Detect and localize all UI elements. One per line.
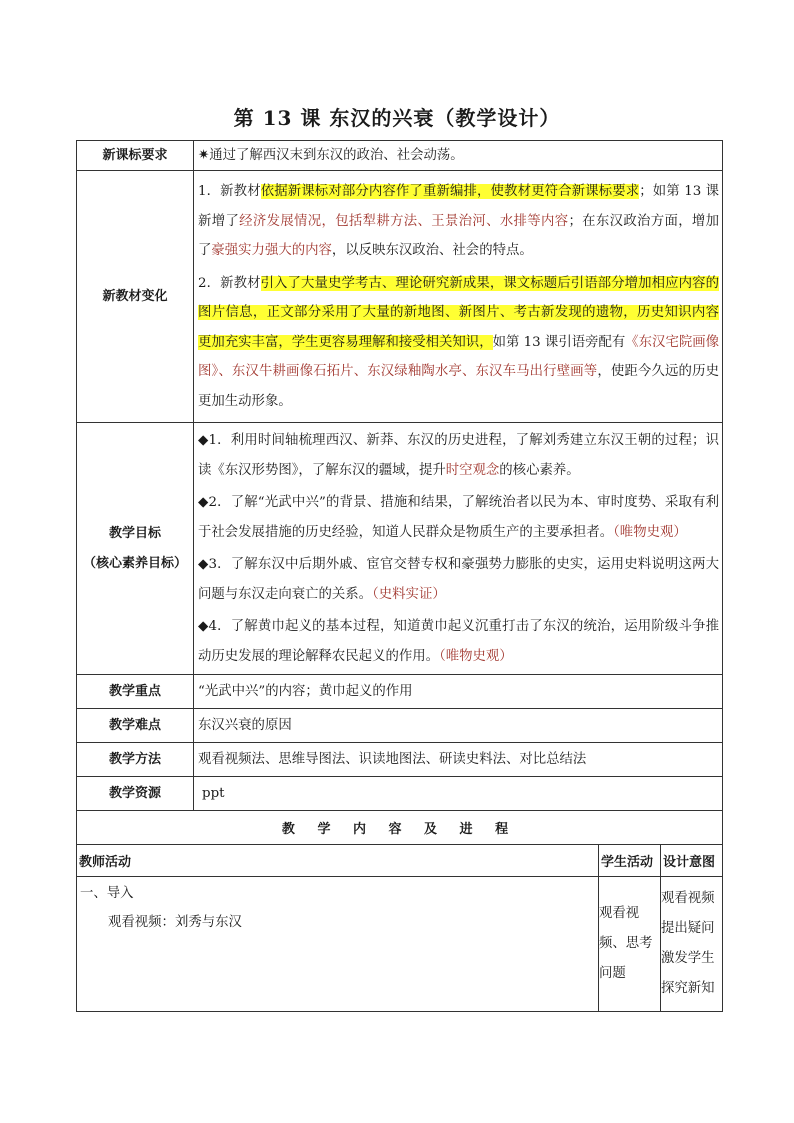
row-column-headers xyxy=(77,845,723,877)
goals-label-line-2: （核心素养目标） xyxy=(82,555,187,571)
column-header-intent: 设计意图 xyxy=(661,845,723,877)
student-activity-cell: 观看视频、思考问题 xyxy=(599,877,661,1012)
text-run: （唯物史观） xyxy=(613,524,687,540)
goal-item xyxy=(198,488,719,547)
text-run: 时空观念 xyxy=(445,462,500,478)
text-run: ；在东汉政治方面，增加了 xyxy=(198,213,720,258)
row-resources xyxy=(77,777,723,811)
column-header-teacher: 教师活动 xyxy=(77,845,599,877)
difficulty-text: 东汉兴衰的原因 xyxy=(194,709,723,743)
text-run: 《东汉宅院画像图》、东汉牛耕画像石拓片、东汉绿釉陶水亭、东汉车马出行壁画等 xyxy=(198,334,720,379)
process-section-header: 教 学 内 容 及 进 程 xyxy=(77,811,723,845)
row-textbook-changes xyxy=(77,171,723,423)
row-difficulty xyxy=(77,709,723,743)
teacher-activity-cell xyxy=(77,877,599,1012)
text-run: 1．新教材 xyxy=(198,184,261,199)
teacher-heading: 一、导入 xyxy=(80,886,134,901)
text-run: ◆3．了解东汉中后期外戚、宦官交替专权和豪强势力膨胀的史实，运用史料说明这两大问题与东汉走向衰亡的关系。 xyxy=(198,557,719,602)
text-run: （唯物史观） xyxy=(439,648,513,664)
document-title: 第 13 课 东汉的兴衰（教学设计） xyxy=(233,106,561,130)
goal-item xyxy=(198,550,719,609)
changes-paragraph-2 xyxy=(198,269,719,417)
goals-label xyxy=(77,423,194,675)
changes-content xyxy=(194,171,723,423)
goals-content xyxy=(194,423,723,675)
row-focus xyxy=(77,675,723,709)
text-run: ，使距今久远的历史更加生动形象。 xyxy=(198,364,719,409)
row-teaching-goals xyxy=(77,423,723,675)
text-run: 的核心素养。 xyxy=(499,462,580,478)
text-run: （史料实证） xyxy=(372,586,446,602)
text-run: ◆4．了解黄巾起义的基本过程，知道黄巾起义沉重打击了东汉的统治，运用阶级斗争推动历史发展的理论解释农民起义的作用。 xyxy=(198,619,719,664)
changes-paragraph-1 xyxy=(198,177,719,266)
text-run: 2．新教材 xyxy=(198,275,261,291)
row-methods xyxy=(77,743,723,777)
text-run: 经济发展情况，包括犁耕方法、王景治河、水排等内容 xyxy=(239,213,569,229)
changes-label: 新教材变化 xyxy=(77,171,194,423)
curriculum-label: 新课标要求 xyxy=(77,141,194,171)
text-run: 依据新课标对部分内容作了重新编排，使教材更符合新课标要求 xyxy=(260,184,640,199)
methods-label: 教学方法 xyxy=(77,743,194,777)
goals-label-line-1: 教学目标 xyxy=(108,525,161,541)
curriculum-text: ✷通过了解西汉末到东汉的政治、社会动荡。 xyxy=(194,141,723,171)
text-run: 豪强实力强大的内容 xyxy=(211,243,332,258)
teacher-text: 观看视频：刘秀与东汉 xyxy=(108,915,242,930)
focus-label: 教学重点 xyxy=(77,675,194,709)
text-run: ◆2．了解“光武中兴”的背景、措施和结果，了解统治者以民为本、审时度势、采取有利于社会发展措施的历史经验，知道人民群众是物质生产的主要承担者。 xyxy=(198,495,719,540)
text-run: 引入了大量史学考古、理论研究新成果，课文标题后引语部分增加相应内容的图片信息，正文部分采用了大量的新地图、新图片、考古新发现的遗物，历史知识内容更加充实丰富，学生更容易理解和接受相关知识， xyxy=(198,275,719,350)
resources-label: 教学资源 xyxy=(77,777,194,811)
lesson-plan-table xyxy=(76,140,723,1012)
text-run: ，以反映东汉政治、社会的特点。 xyxy=(331,243,533,258)
row-process-header xyxy=(77,811,723,845)
design-intent-cell: 观看视频提出疑问激发学生探究新知 xyxy=(661,877,723,1012)
text-run: ；如第 13 课新增了 xyxy=(198,184,720,229)
row-curriculum xyxy=(77,141,723,171)
methods-text: 观看视频法、思维导图法、识读地图法、研读史料法、对比总结法 xyxy=(194,743,723,777)
focus-text: “光武中兴”的内容；黄巾起义的作用 xyxy=(194,675,723,709)
resources-text: ppt xyxy=(194,777,723,811)
goal-item xyxy=(198,426,719,485)
goal-item xyxy=(198,612,719,671)
difficulty-label: 教学难点 xyxy=(77,709,194,743)
row-process-intro xyxy=(77,877,723,1012)
text-run: ◆1．利用时间轴梳理西汉、新莽、东汉的历史进程，了解刘秀建立东汉王朝的过程；识读《东汉形势图》，了解东汉的疆域，提升 xyxy=(198,433,719,478)
column-header-student: 学生活动 xyxy=(599,845,661,877)
text-run: 如第 13 课引语旁配有 xyxy=(492,334,626,350)
